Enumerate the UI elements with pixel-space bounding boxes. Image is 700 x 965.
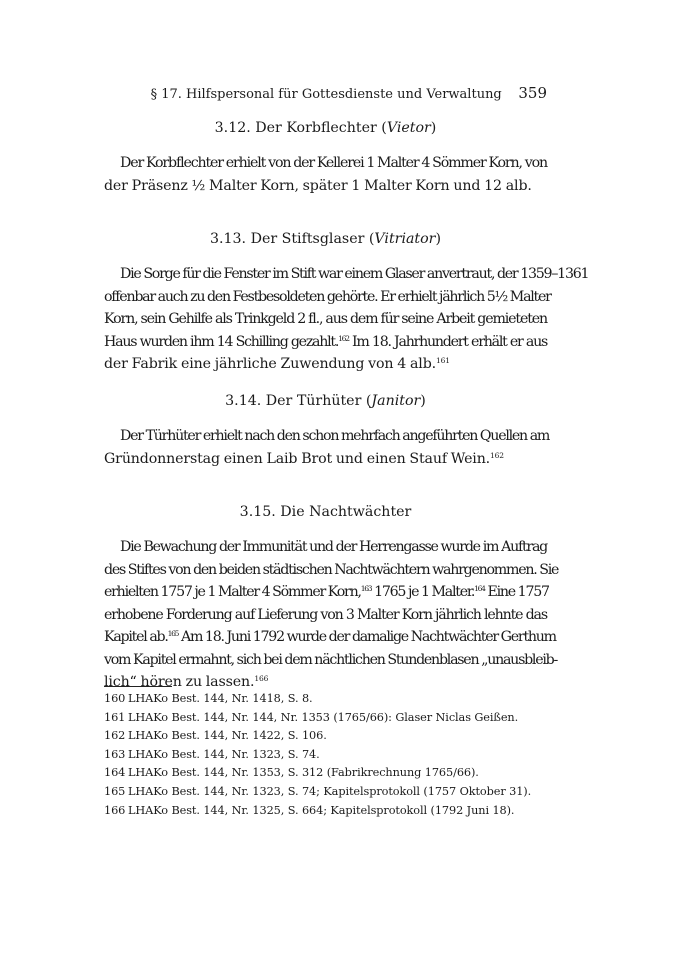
text-line (104, 448, 547, 471)
footnote-160 (104, 690, 547, 709)
section-heading-3-13 (104, 229, 547, 249)
footnote-163 (104, 746, 547, 765)
section-heading-3-12 (104, 118, 547, 138)
footnote-marker: 166 (254, 674, 269, 683)
text-run: erhielten 1757 je 1 Malter 4 Sömmer Korn, (104, 584, 361, 600)
text-run: Haus wurden ihm 14 Schilling gezahlt. (104, 333, 339, 350)
footnotes (104, 690, 547, 820)
text-run: Im 18. Jahrhundert erhält er aus (348, 333, 547, 350)
footnote-text: LHAKo Best. 144, Nr. 1323, S. 74; Kapitelsprotokoll (1757 Oktober 31). (128, 784, 532, 798)
text-line (104, 581, 547, 604)
heading-text: 3.14. Der Türhüter ( (225, 393, 372, 409)
text-run: Am 18. Juni 1792 wurde der damalige Nachtwächter Gerthum (178, 629, 556, 645)
footnote-number: 164 (104, 766, 126, 780)
text-line: Die Sorge für die Fenster im Stift war einem Glaser anvertraut, der 1359–1361 (120, 266, 589, 282)
text-line: Der Korbflechter erhielt von der Kellerei 1 Malter 4 Sömmer Korn, von (120, 155, 548, 171)
footnote-number: 162 (104, 729, 126, 743)
heading-latin-term: Vietor (386, 120, 431, 136)
text-run: Kapitel ab. (104, 629, 168, 645)
footnote-text: LHAKo Best. 144, Nr. 1418, S. 8. (128, 692, 313, 705)
footnote-number: 163 (104, 747, 126, 761)
text-line: Die Bewachung der Immunität und der Herrengasse wurde im Auftrag (120, 539, 547, 555)
footnote-166 (104, 802, 547, 821)
page-number: 359 (518, 84, 547, 102)
footnote-number: 166 (104, 803, 126, 817)
text-line: offenbar auch zu den Festbesoldeten gehörte. Er erhielt jährlich 5½ Malter (104, 288, 551, 305)
text-run: lich“ hören zu lassen. (104, 674, 255, 690)
heading-text: ) (420, 393, 426, 409)
footnote-161 (104, 709, 547, 728)
heading-text: 3.12. Der Korbflechter ( (214, 120, 387, 136)
paragraph-tuerhueter (104, 425, 550, 470)
footnote-divider (104, 686, 172, 687)
footnote-marker: 162 (338, 333, 349, 343)
text-line (104, 353, 547, 376)
paragraph-nachtwaechter (104, 536, 559, 694)
text-run: 1765 je 1 Malter. (371, 584, 475, 600)
footnote-text: LHAKo Best. 144, Nr. 144, Nr. 1353 (1765/66): Glaser Niclas Geißen. (128, 710, 519, 724)
footnote-162 (104, 727, 547, 746)
footnote-marker: 164 (474, 584, 485, 593)
heading-text: 3.15. Die Nachtwächter (239, 504, 412, 520)
text-run: Eine 1757 (484, 584, 549, 600)
text-run: Gründonnerstag einen Laib Brot und einen Stauf Wein. (104, 450, 491, 467)
heading-latin-term: Janitor (371, 393, 421, 409)
text-line: Korn, sein Gehilfe als Trinkgeld 2 fl., aus dem für seine Arbeit gemieteten (104, 311, 547, 327)
text-line (104, 331, 547, 354)
footnote-text: LHAKo Best. 144, Nr. 1422, S. 106. (128, 729, 327, 743)
footnote-165 (104, 783, 547, 802)
text-line: vom Kapitel ermahnt, sich bei dem nächtlichen Stundenblasen „unausbleib- (104, 651, 558, 668)
heading-text: ) (430, 120, 437, 136)
footnote-number: 165 (104, 784, 126, 798)
footnote-text: LHAKo Best. 144, Nr. 1323, S. 74. (128, 747, 320, 761)
section-heading-3-14 (104, 391, 547, 411)
heading-latin-term: Vitriator (374, 231, 436, 247)
footnote-text: LHAKo Best. 144, Nr. 1353, S. 312 (Fabrikrechnung 1765/66). (128, 766, 479, 780)
text-run: der Fabrik eine jährliche Zuwendung von 4 alb. (104, 356, 436, 372)
paragraph-stiftsglaser (104, 263, 589, 376)
running-header (104, 84, 547, 104)
footnote-number: 160 (104, 692, 126, 705)
footnote-number: 161 (104, 710, 126, 724)
text-line: der Präsenz ½ Malter Korn, später 1 Malter Korn und 12 alb. (104, 177, 532, 194)
text-line: Der Türhüter erhielt nach den schon mehrfach angeführten Quellen am (120, 428, 550, 444)
paragraph-korbflechter (104, 152, 547, 197)
text-line: des Stiftes von den beiden städtischen Nachtwächtern wahrgenommen. Sie (104, 561, 559, 578)
footnote-marker: 163 (360, 584, 372, 593)
footnote-164 (104, 764, 547, 783)
footnote-text: LHAKo Best. 144, Nr. 1325, S. 664; Kapitelsprotokoll (1792 Juni 18). (128, 803, 515, 817)
footnote-marker: 161 (435, 356, 450, 365)
text-line: erhobene Forderung auf Lieferung von 3 Malter Korn jährlich lehnte das (104, 606, 547, 623)
footnote-marker: 162 (490, 450, 504, 460)
running-header-title: § 17. Hilfspersonal für Gottesdienste und Verwaltung (150, 87, 502, 102)
heading-text: 3.13. Der Stiftsglaser ( (209, 231, 375, 247)
heading-text: ) (435, 231, 442, 247)
section-heading-3-15 (104, 502, 547, 522)
footnote-marker: 165 (167, 629, 179, 638)
text-line (104, 626, 556, 649)
